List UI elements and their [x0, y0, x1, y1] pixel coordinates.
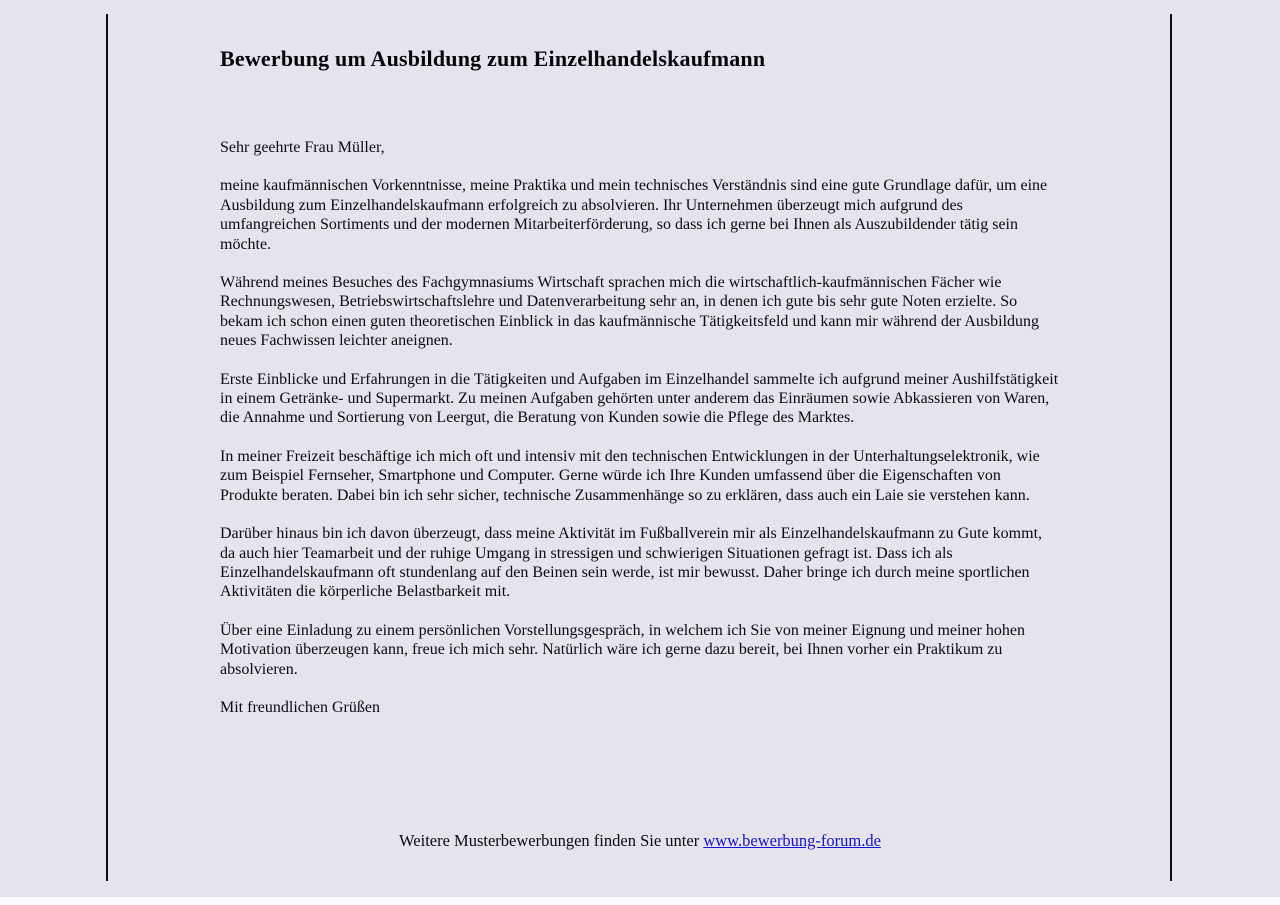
letter-title: Bewerbung um Ausbildung zum Einzelhandelskaufmann — [220, 46, 766, 71]
paragraph-intro: meine kaufmännischen Vorkenntnisse, meine Praktika und mein technisches Verständnis sind eine gute Grundlage dafür, um eine Ausbildung zum Einzelhandelskaufmann erfolgreich zu absolvieren. Ihr Unternehmen überzeugt mich aufgrund des umfangreichen Sortiments und der modernen Mitarbeiterförderung, so dass ich gerne bei Ihnen als Auszubildender tätig sein möchte. — [220, 177, 1048, 253]
paragraph-experience: Erste Einblicke und Erfahrungen in die Tätigkeiten und Aufgaben im Einzelhandel sammelte ich aufgrund meiner Aushilfstätigkeit in einem Getränke- und Supermarkt. Zu meinen Aufgaben gehörten unter anderem das Einräumen sowie Abkassieren von Waren, die Annahme und Sortierung von Leergut, die Beratung von Kunden sowie die Pflege des Marktes. — [220, 370, 1059, 427]
paragraph-sport: Darüber hinaus bin ich davon überzeugt, dass meine Aktivität im Fußballverein mir als Einzelhandelskaufmann zu Gute kommt, da auch hier Teamarbeit und der ruhige Umgang in stressigen und schwierigen Situationen gefragt ist. Dass ich als Einzelhandelskaufmann oft stundenlang auf den Beinen sein werde, ist mir bewusst. Daher bringe ich durch meine sportlichen Aktivitäten die körperliche Belastbarkeit mit. — [220, 525, 1043, 601]
right-border-rule — [1170, 14, 1172, 881]
bottom-edge-strip — [0, 897, 1280, 905]
left-border-rule — [106, 14, 108, 881]
footer — [0, 831, 1280, 851]
paragraph-invitation: Über eine Einladung zu einem persönlichen Vorstellungsgespräch, in welchem ich Sie von meiner Eignung und meiner hohen Motivation überzeugen kann, freue ich mich sehr. Natürlich wäre ich gerne dazu bereit, bei Ihnen vorher ein Praktikum zu absolvieren. — [220, 621, 1025, 678]
letter-document — [220, 44, 1060, 717]
footer-text: Weitere Musterbewerbungen finden Sie unter — [399, 831, 704, 850]
closing: Mit freundlichen Grüßen — [220, 698, 380, 716]
footer-link[interactable]: www.bewerbung-forum.de — [703, 831, 881, 850]
paragraph-school: Während meines Besuches des Fachgymnasiums Wirtschaft sprachen mich die wirtschaftlich-kaufmännischen Fächer wie Rechnungswesen, Betriebswirtschaftslehre und Datenverarbeitung sehr an, in denen ich gute bis sehr gute Noten erzielte. So bekam ich schon einen guten theoretischen Einblick in das kaufmännische Tätigkeitsfeld und kann mir während der Ausbildung neues Fachwissen leichter aneignen. — [220, 274, 1040, 350]
paragraph-hobby-tech: In meiner Freizeit beschäftige ich mich oft und intensiv mit den technischen Entwicklungen in der Unterhaltungselektronik, wie zum Beispiel Fernseher, Smartphone und Computer. Gerne würde ich Ihre Kunden umfassend über die Eigenschaften von Produkte beraten. Dabei bin ich sehr sicher, technische Zusammenhänge so zu erklären, dass auch ein Laie sie verstehen kann. — [220, 447, 1040, 504]
salutation: Sehr geehrte Frau Müller, — [220, 139, 385, 156]
